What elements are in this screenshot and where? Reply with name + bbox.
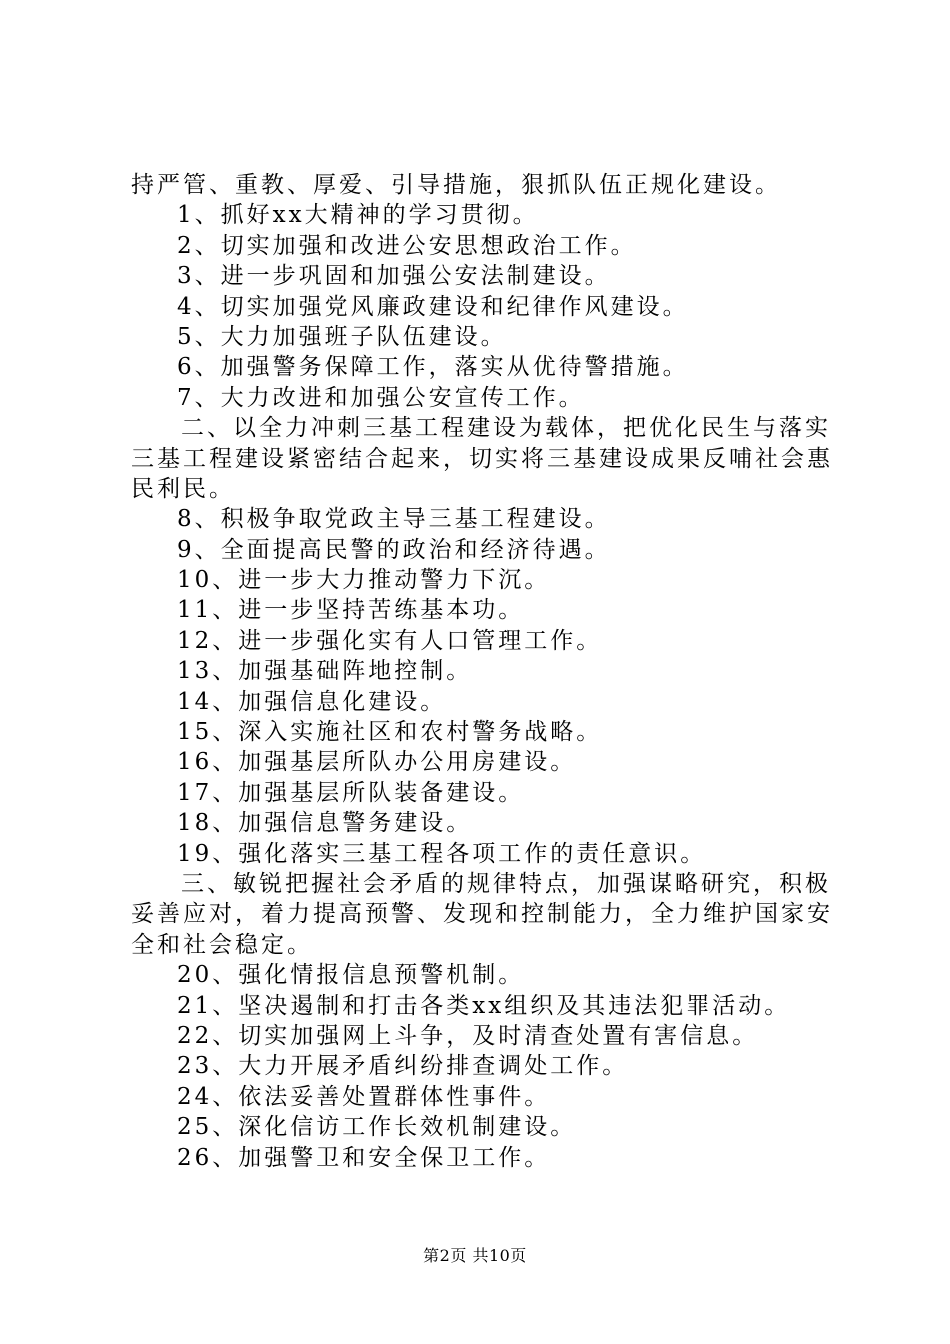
text-line: 1、抓好xx大精神的学习贯彻。 [177, 202, 539, 229]
text-line: 21、坚决遏制和打击各类xx组织及其违法犯罪活动。 [177, 992, 791, 1019]
text-line: 持严管、重教、厚爱、引导措施，狠抓队伍正规化建设。 [131, 172, 781, 198]
text-line: 25、深化信访工作长效机制建设。 [177, 1114, 577, 1141]
text-line: 11、进一步坚持苦练基本功。 [177, 597, 525, 624]
text-line: 16、加强基层所队办公用房建设。 [177, 749, 577, 776]
text-line: 三基工程建设紧密结合起来，切实将三基建设成果反哺社会惠 [131, 445, 833, 472]
text-line: 2、切实加强和改进公安思想政治工作。 [177, 232, 637, 259]
text-line: 14、加强信息化建设。 [177, 688, 447, 715]
text-line: 12、进一步强化实有人口管理工作。 [177, 627, 603, 654]
text-line: 3、进一步巩固和加强公安法制建设。 [177, 263, 611, 290]
text-line: 15、深入实施社区和农村警务战略。 [177, 719, 603, 746]
document-body [131, 170, 831, 1173]
text-line: 民利民。 [131, 475, 235, 502]
text-line: 三、敏锐把握社会矛盾的规律特点，加强谋略研究，积极 [181, 870, 831, 897]
text-line: 26、加强警卫和安全保卫工作。 [177, 1144, 551, 1171]
text-line: 5、大力加强班子队伍建设。 [177, 323, 507, 350]
text-line: 17、加强基层所队装备建设。 [177, 779, 525, 806]
text-line: 6、加强警务保障工作，落实从优待警措施。 [177, 354, 689, 381]
text-line: 10、进一步大力推动警力下沉。 [177, 567, 551, 594]
text-line: 4、切实加强党风廉政建设和纪律作风建设。 [177, 293, 689, 320]
text-line: 全和社会稳定。 [131, 931, 313, 958]
text-line: 22、切实加强网上斗争，及时清查处置有害信息。 [177, 1022, 759, 1049]
page-footer: 第2页 共10页 [423, 1246, 527, 1265]
text-line: 二、以全力冲刺三基工程建设为载体，把优化民生与落实 [181, 415, 831, 442]
text-line: 7、大力改进和加强公安宣传工作。 [177, 384, 585, 411]
text-line: 8、积极争取党政主导三基工程建设。 [177, 506, 611, 533]
text-line: 23、大力开展矛盾纠纷排查调处工作。 [177, 1053, 629, 1080]
text-line: 9、全面提高民警的政治和经济待遇。 [177, 536, 611, 563]
text-line: 妥善应对，着力提高预警、发现和控制能力，全力维护国家安 [131, 901, 833, 928]
text-line: 18、加强信息警务建设。 [177, 810, 473, 837]
text-line: 19、强化落实三基工程各项工作的责任意识。 [177, 840, 707, 867]
text-line: 24、依法妥善处置群体性事件。 [177, 1083, 551, 1110]
text-line: 20、强化情报信息预警机制。 [177, 962, 525, 989]
text-line: 13、加强基础阵地控制。 [177, 658, 473, 685]
